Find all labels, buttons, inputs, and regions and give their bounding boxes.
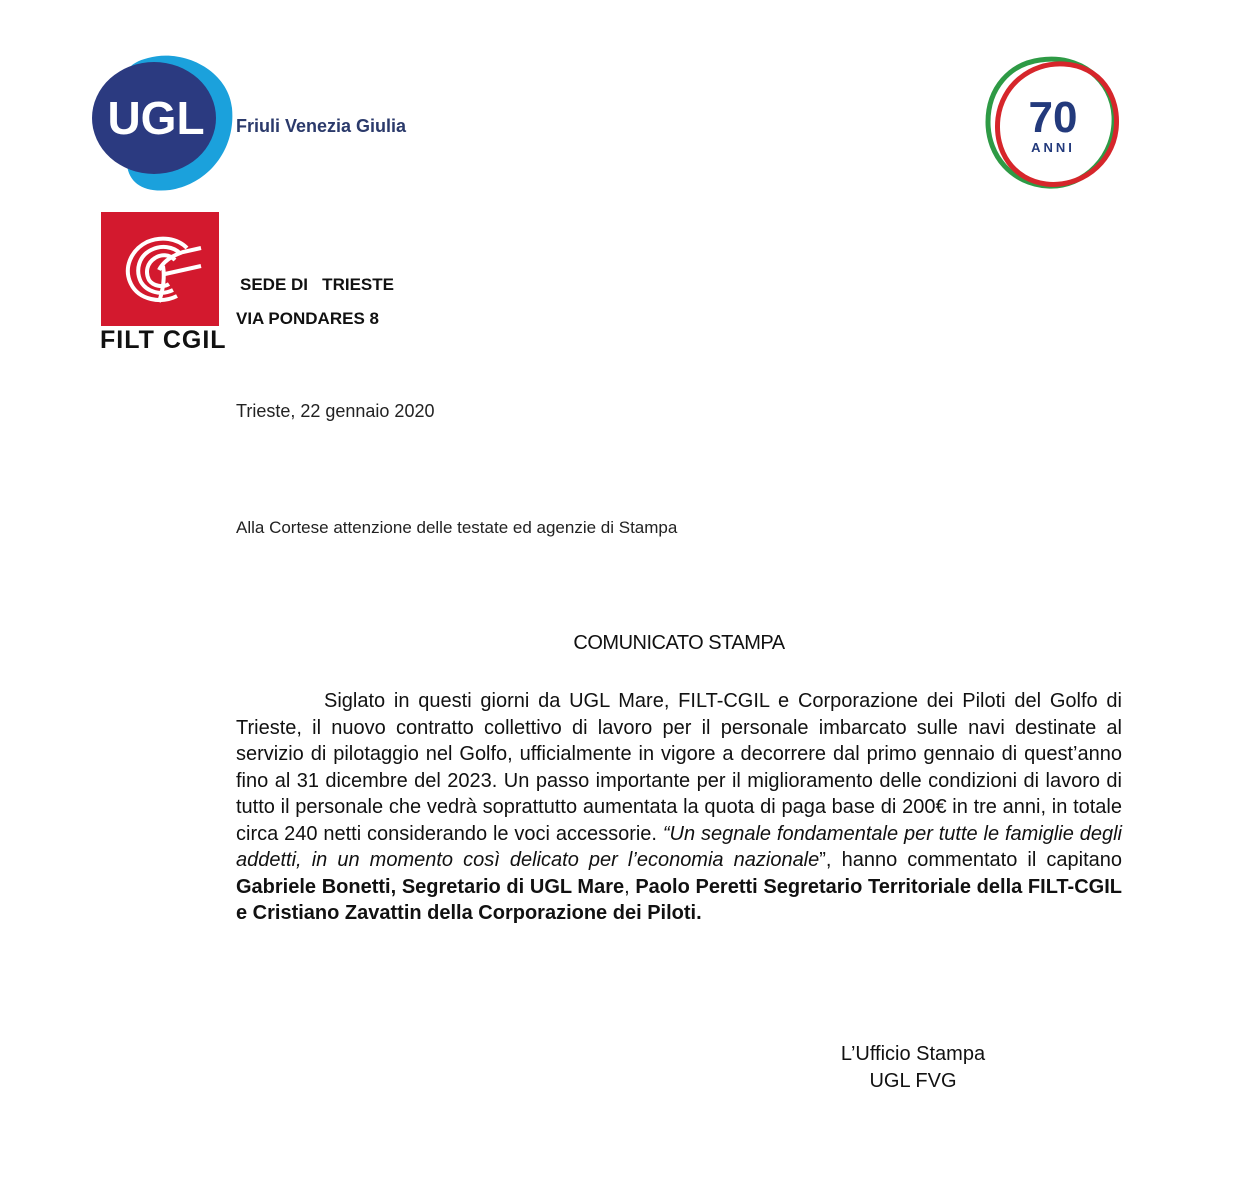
anniversary-number: 70 <box>1028 93 1078 142</box>
body-bold-name-1: Gabriele Bonetti, Segretario di UGL Mare <box>236 875 625 898</box>
letter-date: Trieste, 22 gennaio 2020 <box>236 401 435 421</box>
body-bold-name-2: Paolo Peretti Segretario Territoriale della FILT-CGIL e Cristiano Zavattin della Corporazione dei Piloti. <box>236 875 1122 924</box>
document-title: COMUNICATO STAMPA <box>573 632 785 654</box>
ugl-region-label: Friuli Venezia Giulia <box>236 116 407 136</box>
anniversary-word: ANNI <box>1031 140 1075 155</box>
attention-line: Alla Cortese attenzione delle testate ed agenzie di Stampa <box>236 518 678 537</box>
office-location: SEDE DI TRIESTE <box>240 275 394 294</box>
ugl-logo <box>88 52 234 192</box>
signature-line-2: UGL FVG <box>869 1070 957 1092</box>
office-address: VIA PONDARES 8 <box>236 309 379 328</box>
body-paragraph-text: Siglato in questi giorni da UGL Mare, FILT-CGIL e Corporazione dei Piloti del Golfo di Trieste, il nuovo contratto collettivo di lavoro per il personale imbarcato sulle navi destinate al servizio di pilotaggio nel Golfo, ufficialmente in vigore a decorrere dal primo gennaio di quest’anno fino al 31 dicembre del 2023. Un passo importante per il miglioramento delle condizioni di lavoro di tutto il personale che vedrà soprattutto aumentata la quota di paga base di 200€ in tre anni, in totale circa 240 netti considerando le voci accessorie. <box>236 690 1122 845</box>
signature-block <box>800 1041 1026 1095</box>
ugl-logo-text: UGL <box>107 92 205 144</box>
seventy-years-logo <box>980 52 1126 194</box>
body-quote: “Un segnale fondamentale per tutte le famiglie degli addetti, in un momento così delicato per l’economia nazionale <box>236 822 1122 871</box>
filt-emblem-icon <box>101 212 219 326</box>
filt-cgil-label: FILT CGIL <box>100 326 227 354</box>
filt-cgil-logo <box>101 212 219 326</box>
signature-line-1: L’Ufficio Stampa <box>840 1043 986 1065</box>
press-release-body <box>236 688 1122 927</box>
body-continuation: ”, hanno commentato il capitano <box>819 849 1123 871</box>
body-separator: , <box>624 875 636 898</box>
